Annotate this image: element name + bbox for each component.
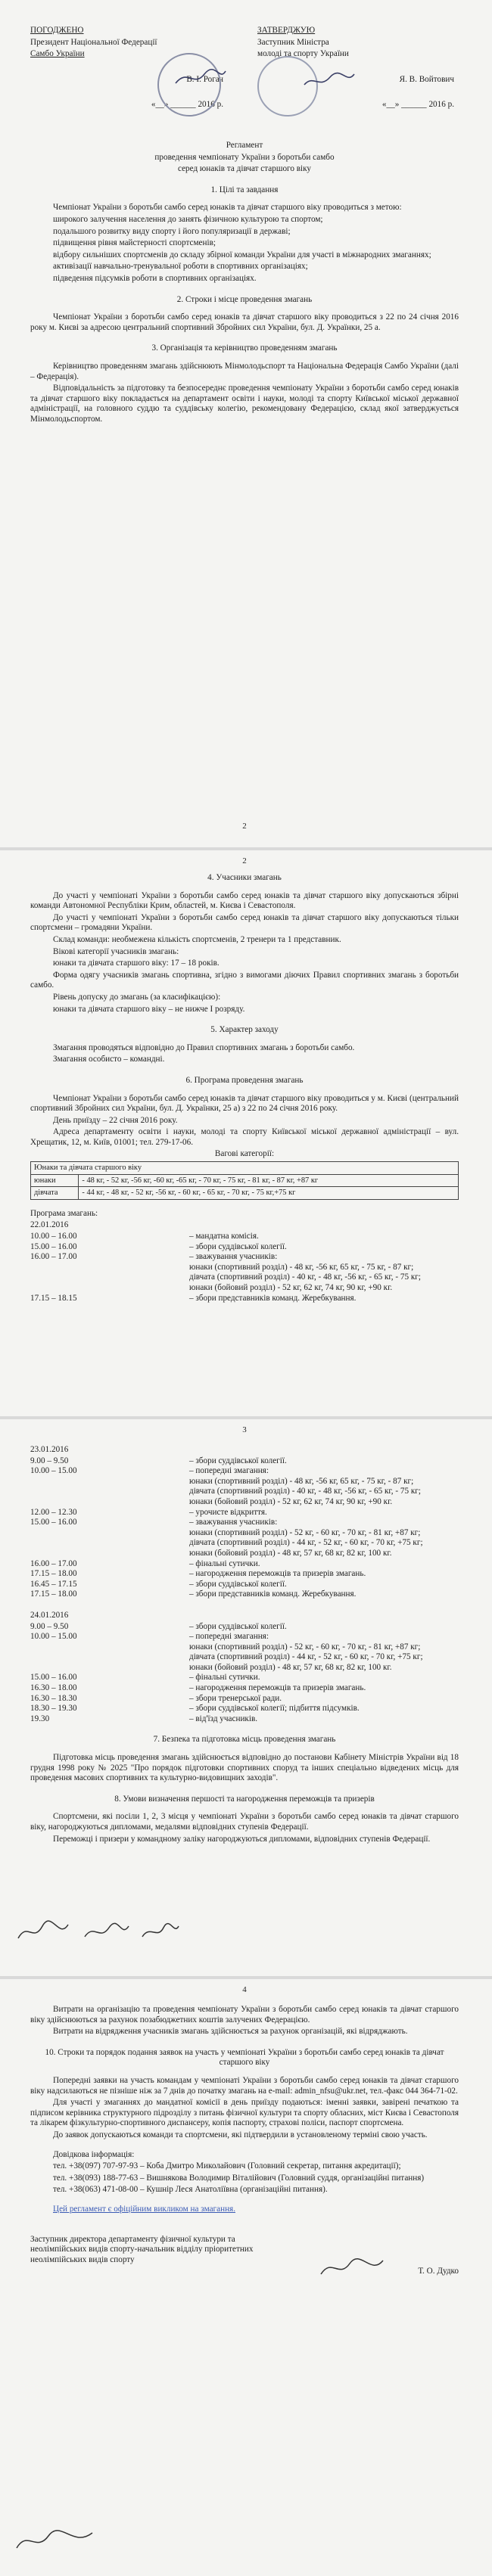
document-page-4 — [0, 1979, 492, 2576]
schedule-time: 16.00 – 17.00 — [30, 1252, 77, 1262]
schedule-time — [30, 1283, 189, 1294]
footer-signature-block — [30, 2235, 459, 2288]
schedule-time: 17.15 – 18.00 — [30, 1569, 77, 1579]
table-cell: - 48 кг, - 52 кг, -56 кг, -60 кг, -65 кг, - 70 кг, - 75 кг, - 81 кг, - 87 кг, +87 кг — [79, 1174, 459, 1187]
section-10-p2: Для участі у змаганнях до мандатної комісії в день приїзду подаються: іменні заявки, завірені печаткою та підписом керівника структурного підрозділу з питань фізичної культури та спорту обласних, міст Києва і Севастополя та лікарем фізкультурно-спортивного диспансеру, копія паспорту, страхові поліси, паспорт спортсмена. — [30, 2098, 459, 2128]
schedule-row — [30, 1642, 459, 1653]
schedule-desc: – попередні змагання: — [189, 1632, 269, 1642]
schedule-desc: юнаки (спортивний розділ) - 48 кг, -56 кг, 65 кг, - 75 кг, - 87 кг; — [189, 1262, 414, 1272]
signature-icon — [318, 2254, 386, 2282]
schedule-desc: дівчата (спортивний розділ) - 40 кг, - 48 кг, -56 кг, - 65 кг, - 75 кг; — [189, 1272, 421, 1282]
schedule-row — [30, 1714, 459, 1725]
goal-item: підведення підсумків роботи в спортивних організаціях. — [53, 273, 257, 283]
schedule-row — [30, 1704, 459, 1714]
official-call-note: Цей регламент є офіційним викликом на змагання. — [53, 2204, 236, 2214]
doc-subtitle-2: серед юнаків та дівчат старшого віку — [177, 164, 312, 174]
signature-icon — [15, 1917, 182, 1947]
agreed-org: Самбо України — [30, 49, 85, 59]
section-4-p8: юнаки та дівчата старшого віку – не нижче І розряду. — [53, 1004, 245, 1014]
schedule-desc: – урочисте відкриття. — [189, 1507, 267, 1517]
agreed-signatory: В. І. Рогач — [186, 74, 223, 84]
schedule-desc: – збори тренерської ради. — [189, 1693, 282, 1703]
schedule-date: 22.01.2016 — [30, 1220, 69, 1230]
section-6-p2: День приїзду – 22 січня 2016 року. — [53, 1115, 178, 1125]
section-10-p3: До заявок допускаються команди та спортсмени, які підтвердили в установленому терміні свою участь. — [53, 2130, 428, 2139]
schedule-time — [30, 1538, 189, 1549]
section-6-heading: 6. Програма проведення змагань — [185, 1075, 304, 1085]
schedule-time: 15.00 – 16.00 — [30, 1673, 77, 1683]
schedule-row — [30, 1466, 459, 1477]
doc-title: Регламент — [226, 141, 263, 150]
schedule-time: 10.00 – 15.00 — [30, 1632, 77, 1642]
schedule-date: 24.01.2016 — [30, 1610, 69, 1620]
agreed-date: «__» ______ 2016 р. — [151, 100, 223, 110]
schedule-time — [30, 1477, 189, 1487]
section-6-p3: Адреса департаменту освіти і науки, молоді та спорту Київської міської державної адміністрації – вул. Хрещатик, 12, м. Київ, 01001; тел. 279-17-06. — [30, 1127, 459, 1147]
schedule-day-2 — [30, 1445, 459, 1600]
schedule-desc: дівчата (спортивний розділ) - 44 кг, - 52 кг, - 60 кг, - 70 кг, +75 кг; — [189, 1652, 423, 1662]
contact-line: тел. +38(097) 707-97-93 – Коба Дмитро Миколайович (Головний секретар, питання акредитації); — [53, 2161, 401, 2171]
section-2-heading: 2. Строки і місце проведення змагань — [176, 294, 313, 304]
agreed-position: Президент Національної Федерації — [30, 37, 157, 47]
schedule-time — [30, 1549, 189, 1559]
schedule-row — [30, 1622, 459, 1633]
section-3-heading: 3. Організація та керівництво проведенням змагань — [151, 343, 338, 353]
schedule-time — [30, 1263, 189, 1273]
schedule-desc: дівчата (спортивний розділ) - 44 кг, - 52 кг, - 60 кг, - 70 кг, +75 кг; — [189, 1538, 423, 1548]
section-5-heading: 5. Характер заходу — [210, 1025, 279, 1035]
section-4-heading: 4. Учасники змагань — [207, 873, 282, 882]
schedule-row — [30, 1232, 459, 1242]
section-4-p7: Рівень допуску до змагань (за класифікацією): — [53, 992, 221, 1002]
schedule-row — [30, 1294, 459, 1304]
section-1-intro: Чемпіонат України з боротьби самбо серед юнаків та дівчат старшого віку проводиться з метою: — [53, 203, 402, 213]
weights-title: Вагові категорії: — [214, 1149, 275, 1159]
section-4-p5: юнаки та дівчата старшого віку: 17 – 18 років. — [53, 959, 220, 968]
section-4-p6: Форма одягу учасників змагань спортивна, згідно з вимогами діючих Правил спортивних змагань з боротьби самбо. — [30, 970, 459, 990]
schedule-time: 16.30 – 18.30 — [30, 1693, 77, 1703]
signature-icon — [14, 2525, 97, 2556]
schedule-time — [30, 1528, 189, 1539]
schedule-desc: – нагородження переможців та призерів змагань. — [189, 1683, 366, 1693]
schedule-row — [30, 1673, 459, 1683]
schedule-row — [30, 1559, 459, 1570]
approved-title: ЗАТВЕРДЖУЮ — [257, 26, 316, 35]
schedule-time: 16.30 – 18.00 — [30, 1683, 77, 1693]
contact-line: тел. +38(093) 188-77-63 – Вишнякова Володимир Віталійович (Головний суддя, організаційні питання) — [53, 2173, 425, 2183]
schedule-row — [30, 1683, 459, 1694]
schedule-time — [30, 1642, 189, 1653]
document-page-3 — [0, 1419, 492, 1976]
section-1-heading: 1. Цілі та завдання — [210, 185, 279, 194]
agreed-title: ПОГОДЖЕНО — [30, 26, 84, 35]
schedule-desc: – збори суддівської колегії. — [189, 1456, 287, 1465]
page-number: 4 — [242, 1985, 247, 1994]
approval-header — [30, 0, 459, 136]
schedule-time: 17.15 – 18.00 — [30, 1589, 77, 1599]
schedule-desc: юнаки (спортивний розділ) - 52 кг, - 60 кг, - 70 кг, - 81 кг, +87 кг; — [189, 1642, 421, 1652]
goal-item: активізації навчально-тренувальної роботи в спортивних організаціях; — [53, 262, 308, 272]
schedule-row — [30, 1487, 459, 1497]
schedule-desc: – збори представників команд. Жеребкування. — [189, 1293, 357, 1303]
schedule-time: 18.30 – 19.30 — [30, 1704, 77, 1714]
section-7-heading: 7. Безпека та підготовка місць проведення змагань — [153, 1735, 336, 1745]
schedule-time: 15.00 – 16.00 — [30, 1518, 77, 1527]
schedule-time: 19.30 — [30, 1714, 50, 1723]
schedule-desc: – збори суддівської колегії. — [189, 1621, 287, 1631]
goal-item: широкого залучення населення до занять фізичною культурою та спортом; — [53, 214, 323, 224]
goal-item: подальшого розвитку виду спорту і його популяризації в державі; — [53, 226, 291, 236]
schedule-time: 15.00 – 16.00 — [30, 1241, 77, 1251]
schedule-desc: – фінальні сутички. — [189, 1558, 260, 1568]
schedule-row — [30, 1528, 459, 1539]
schedule-row — [30, 1549, 459, 1559]
table-cell: - 44 кг, - 48 кг, - 52 кг, -56 кг, - 60 кг, - 65 кг, - 70 кг, - 75 кг,+75 кг — [79, 1187, 459, 1200]
schedule-row — [30, 1632, 459, 1642]
schedule-row — [30, 1589, 459, 1600]
contacts-title: Довідкова інформація: — [53, 2149, 135, 2159]
section-8-heading: 8. Умови визначення першості та нагородження переможців та призерів — [114, 1794, 375, 1804]
schedule-row — [30, 1252, 459, 1263]
goal-item: підвищення рівня майстерності спортсменів; — [53, 238, 216, 248]
schedule-row — [30, 1569, 459, 1580]
schedule-desc: – мандатна комісія. — [189, 1232, 259, 1241]
schedule-desc: юнаки (спортивний розділ) - 48 кг, -56 кг, 65 кг, - 75 кг, - 87 кг; — [189, 1476, 414, 1486]
section-8-p1: Спортсмени, які посіли 1, 2, 3 місця у чемпіонаті України з боротьби самбо серед юнаків та дівчат старшого віку, нагороджуються дипломами, медалями відповідних ступенів Федерації. — [30, 1812, 459, 1832]
page-number: 2 — [242, 856, 247, 865]
section-10-heading: 10. Строки та порядок подання заявок на участь у чемпіонаті України з боротьби самбо серед юнаків та дівчат старшого віку — [45, 2047, 444, 2068]
table-header: Юнаки та дівчата старшого віку — [31, 1162, 459, 1175]
signature-icon — [174, 67, 227, 89]
section-4-p2: До участі у чемпіонаті України з боротьби самбо серед юнаків та дівчат старшого віку допускаються тільки спортсмени – громадяни України. — [30, 912, 459, 933]
section-4-p3: Склад команди: необмежена кількість спортсменів, 2 тренери та 1 представник. — [53, 934, 341, 944]
schedule-row — [30, 1477, 459, 1487]
document-page-1 — [0, 0, 492, 847]
section-7-text: Підготовка місць проведення змагань здійснюється відповідно до постанови Кабінету Міністрів України від 18 грудня 1998 року № 2025 "Про порядок підготовки спортивних споруд та інших спеціально відведених місць для проведення масових спортивних та культурно-видовищних заходів". — [30, 1753, 459, 1783]
weight-categories-table — [30, 1161, 459, 1200]
schedule-row — [30, 1283, 459, 1294]
schedule-time: 10.00 – 16.00 — [30, 1232, 77, 1241]
section-9-p1: Витрати на організацію та проведення чемпіонату України з боротьби самбо серед юнаків та дівчат старшого віку здійснюються за рахунок позабюджетних коштів залучених Федерацією. — [30, 2005, 459, 2024]
schedule-time — [30, 1652, 189, 1663]
schedule-desc: юнаки (бойовий розділ) - 52 кг, 62 кг, 74 кг, 90 кг, +90 кг. — [189, 1496, 393, 1506]
section-4-p1: До участі у чемпіонаті України з боротьби самбо серед юнаків та дівчат старшого віку допускаються збірні команди Автономної Республіки Крим, областей, м. Києва і Севастополя. — [30, 890, 459, 911]
section-5-p2: Змагання особисто – командні. — [53, 1055, 165, 1064]
schedule-time: 9.00 – 9.50 — [30, 1621, 69, 1631]
schedule-day-3 — [30, 1611, 459, 1725]
table-cell: юнаки — [31, 1174, 79, 1187]
contact-line: тел. +38(063) 471-08-00 – Кушнір Леся Анатоліївна (організаційні питання). — [53, 2185, 328, 2195]
section-3-p2: Відповідальність за підготовку та безпосереднє проведення чемпіонату України з боротьби самбо серед юнаків та дівчат старшого віку покладається на департамент освіти і науки, молоді та спорту Київської міської державної адміністрації, на головного суддю та суддівську колегію, рекомендовану Федерацією, склад якої затверджується Мінмолодьспортом. — [30, 384, 459, 424]
schedule-row — [30, 1456, 459, 1467]
schedule-desc: – збори суддівської колегії. — [189, 1579, 287, 1589]
schedule-row — [30, 1508, 459, 1518]
section-8-p2: Переможці і призери у командному заліку нагороджуються дипломами, відповідних ступенів Федерації. — [53, 1834, 431, 1844]
schedule-time: 12.00 – 12.30 — [30, 1507, 77, 1517]
schedule-desc: – зважування учасників: — [189, 1252, 278, 1262]
page-number: 2 — [242, 822, 247, 831]
schedule-row — [30, 1652, 459, 1663]
doc-subtitle-1: проведення чемпіонату України з боротьби самбо — [154, 152, 335, 162]
table-cell: дівчата — [31, 1187, 79, 1200]
approved-signatory: Я. В. Войтович — [399, 74, 454, 84]
schedule-time — [30, 1497, 189, 1508]
schedule-desc: – збори суддівської колегії; підбиття підсумків. — [189, 1704, 360, 1714]
schedule-desc: юнаки (бойовий розділ) - 48 кг, 57 кг, 68 кг, 82 кг, 100 кг. — [189, 1548, 392, 1558]
schedule-desc: – збори суддівської колегії. — [189, 1241, 287, 1251]
footer-position: Заступник директора департаменту фізичної культури та неолімпійських видів спорту-начальник відділу пріоритетних неолімпійських видів спорту — [30, 2234, 254, 2264]
schedule-time — [30, 1272, 189, 1283]
schedule-desc: – нагородження переможців та призерів змагань. — [189, 1569, 366, 1579]
schedule-desc: дівчата (спортивний розділ) - 40 кг, - 48 кг, -56 кг, - 65 кг, - 75 кг; — [189, 1487, 421, 1496]
section-6-p1: Чемпіонат України з боротьби самбо серед юнаків та дівчат старшого віку проводиться у м. Києві (центральний спортивний Збройних сил України, бул. Д. Українки, 25 а) з 22 по 24 січня 2016 року. — [30, 1093, 459, 1114]
section-10-p1: Попередні заявки на участь командам у чемпіонаті України з боротьби самбо серед юнаків та дівчат старшого віку надсилаються не пізніше ніж за 7 днів до початку змагань на e-mail: admin_nfsu@ukr.net, тел.-факс 044 364-71-02. — [30, 2075, 459, 2096]
program-title: Програма змагань: — [30, 1208, 98, 1218]
footer-name: Т. О. Дудко — [418, 2266, 459, 2276]
schedule-day-1 — [30, 1220, 459, 1304]
schedule-row — [30, 1663, 459, 1673]
schedule-row — [30, 1518, 459, 1528]
schedule-desc: – попередні змагання: — [189, 1466, 269, 1476]
schedule-row — [30, 1694, 459, 1704]
table-row — [31, 1174, 459, 1187]
schedule-desc: юнаки (бойовий розділ) - 48 кг, 57 кг, 68 кг, 82 кг, 100 кг. — [189, 1662, 392, 1672]
schedule-time — [30, 1487, 189, 1497]
schedule-row — [30, 1580, 459, 1590]
schedule-row — [30, 1497, 459, 1508]
schedule-time: 16.45 – 17.15 — [30, 1579, 77, 1589]
signature-icon — [303, 71, 356, 91]
table-row — [31, 1162, 459, 1175]
schedule-desc: – фінальні сутички. — [189, 1673, 260, 1683]
schedule-time: 16.00 – 17.00 — [30, 1558, 77, 1568]
schedule-date: 23.01.2016 — [30, 1445, 69, 1454]
schedule-row — [30, 1538, 459, 1549]
schedule-desc: – зважування учасників: — [189, 1518, 278, 1527]
schedule-time: 17.15 – 18.15 — [30, 1293, 77, 1303]
schedule-desc: – від'їзд учасників. — [189, 1714, 258, 1723]
page-number: 3 — [242, 1425, 247, 1434]
schedule-row — [30, 1242, 459, 1253]
schedule-desc: юнаки (спортивний розділ) - 52 кг, - 60 кг, - 70 кг, - 81 кг, +87 кг; — [189, 1527, 421, 1537]
schedule-row — [30, 1272, 459, 1283]
section-2-text: Чемпіонат України з боротьби самбо серед юнаків та дівчат старшого віку проводиться з 22 по 24 січня 2016 року м. Києві за адресою центральний спортивний Збройних сил України, бул. Д. Українки, 25 а. — [30, 312, 459, 332]
schedule-row — [30, 1263, 459, 1273]
schedule-desc: юнаки (бойовий розділ) - 52 кг, 62 кг, 74 кг, 90 кг, +90 кг. — [189, 1283, 393, 1292]
schedule-time — [30, 1663, 189, 1673]
approved-position: Заступник Міністра — [257, 37, 329, 47]
section-3-p1: Керівництво проведенням змагань здійснюють Мінмолодьспорт та Національна Федерація Самбо України (далі – Федерація). — [30, 361, 459, 381]
section-9-p2: Витрати на відрядження учасників змагань здійснюється за рахунок організацій, які відряджають. — [53, 2027, 408, 2037]
approved-org: молоді та спорту України — [257, 49, 349, 59]
goal-item: відбору сильніших спортсменів до складу збірної команди України для участі в міжнародних змаганнях; — [53, 250, 431, 259]
approved-date: «__» ______ 2016 р. — [381, 100, 454, 110]
schedule-desc: – збори представників команд. Жеребкування. — [189, 1589, 357, 1599]
table-row — [31, 1187, 459, 1200]
document-page-2 — [0, 850, 492, 1416]
section-5-p1: Змагання проводяться відповідно до Правил спортивних змагань з боротьби самбо. — [53, 1043, 355, 1052]
schedule-time: 9.00 – 9.50 — [30, 1456, 69, 1465]
schedule-time: 10.00 – 15.00 — [30, 1466, 77, 1476]
section-4-p4: Вікові категорії учасників змагань: — [53, 946, 179, 956]
